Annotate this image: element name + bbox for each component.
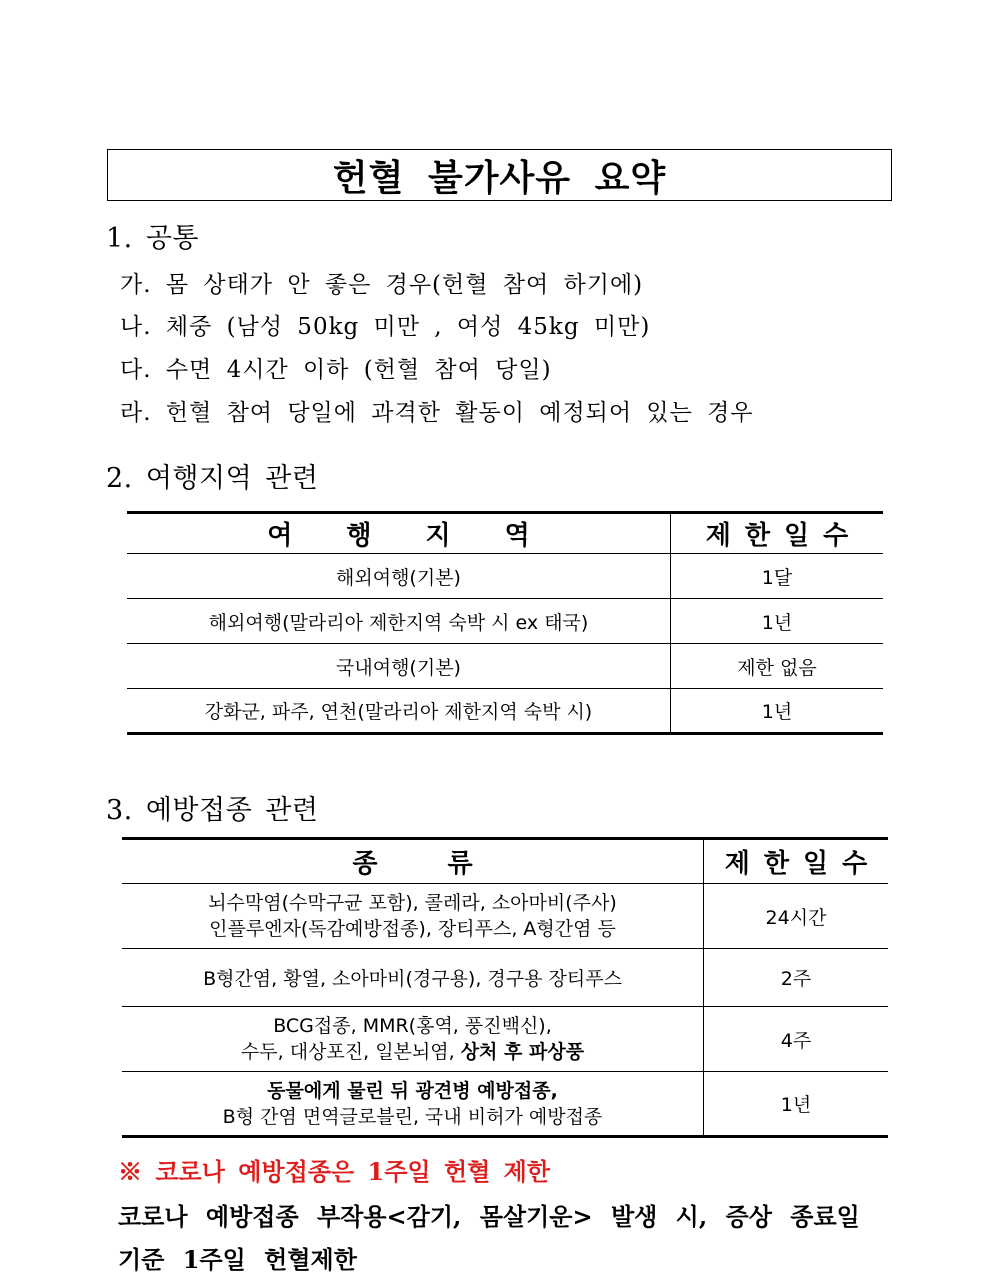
travel-limit-cell: 1달 bbox=[671, 554, 884, 599]
covid-warning-note: ※ 코로나 예방접종은 1주일 헌혈 제한 bbox=[118, 1157, 551, 1186]
vaccine-limit-cell: 2주 bbox=[704, 949, 889, 1007]
table-row bbox=[127, 689, 883, 734]
section-common-heading: 1. 공통 bbox=[106, 223, 200, 254]
vaccine-col-type bbox=[122, 839, 704, 884]
vaccine-type-emphasis: 동물에게 물린 뒤 광견병 예방접종, bbox=[267, 1079, 558, 1102]
common-item-ga: 가. 몸 상태가 안 좋은 경우(헌혈 참여 하기에) bbox=[120, 272, 644, 298]
covid-detail-line-1: 코로나 예방접종 부작용<감기, 몸살기운> 발생 시, 증상 종료일 bbox=[118, 1202, 860, 1231]
vaccine-type-line bbox=[122, 1039, 703, 1065]
travel-limit-cell: 제한 없음 bbox=[671, 644, 884, 689]
vaccine-col-limit-label: 제한일수 bbox=[724, 849, 882, 879]
vaccine-type-line: B형간염, 황열, 소아마비(경구용), 경구용 장티푸스 bbox=[203, 968, 622, 990]
travel-col-region bbox=[127, 513, 671, 554]
vaccine-type-cell bbox=[122, 1007, 704, 1072]
common-item-na: 나. 체중 (남성 50kg 미만 , 여성 45kg 미만) bbox=[120, 314, 651, 340]
table-row bbox=[122, 1007, 888, 1072]
page-title: 헌혈 불가사유 요약 bbox=[107, 149, 892, 201]
travel-region-cell: 해외여행(기본) bbox=[127, 554, 671, 599]
section-travel-heading: 2. 여행지역 관련 bbox=[106, 463, 319, 494]
table-row bbox=[127, 554, 883, 599]
vaccine-limit-cell: 4주 bbox=[704, 1007, 889, 1072]
section-vaccine-heading: 3. 예방접종 관련 bbox=[106, 795, 319, 826]
travel-col-limit-label: 제한일수 bbox=[705, 521, 863, 551]
vaccine-limit-cell: 24시간 bbox=[704, 884, 889, 949]
vaccine-type-emphasis: 상처 후 파상풍 bbox=[460, 1041, 585, 1063]
travel-col-region-label: 여행지역 bbox=[267, 521, 584, 551]
common-item-ra: 라. 헌혈 참여 당일에 과격한 활동이 예정되어 있는 경우 bbox=[120, 400, 754, 426]
table-row bbox=[127, 644, 883, 689]
table-row bbox=[122, 1072, 888, 1137]
vaccine-type-cell bbox=[122, 884, 704, 949]
travel-limit-cell: 1년 bbox=[671, 689, 884, 734]
vaccine-type-line: BCG접종, MMR(홍역, 풍진백신), bbox=[273, 1015, 552, 1037]
travel-col-limit bbox=[671, 513, 884, 554]
table-row bbox=[122, 884, 888, 949]
vaccine-type-cell bbox=[122, 949, 704, 1007]
vaccine-type-line: 뇌수막염(수막구균 포함), 콜레라, 소아마비(주사) bbox=[208, 892, 617, 914]
travel-region-cell: 국내여행(기본) bbox=[127, 644, 671, 689]
travel-region-cell: 해외여행(말라리아 제한지역 숙박 시 ex 태국) bbox=[127, 599, 671, 644]
vaccine-limit-cell: 1년 bbox=[704, 1072, 889, 1137]
vaccine-col-type-label: 종류 bbox=[352, 849, 543, 879]
vaccine-table bbox=[122, 837, 888, 1138]
table-row bbox=[122, 949, 888, 1007]
covid-detail-line-2: 기준 1주일 헌혈제한 bbox=[118, 1245, 357, 1274]
vaccine-type-line: 인플루엔자(독감예방접종), 장티푸스, A형간염 등 bbox=[209, 918, 616, 940]
travel-region-cell: 강화군, 파주, 연천(말라리아 제한지역 숙박 시) bbox=[127, 689, 671, 734]
travel-table bbox=[127, 511, 883, 735]
vaccine-col-limit bbox=[704, 839, 889, 884]
vaccine-type-line: B형 간염 면역글로블린, 국내 비허가 예방접종 bbox=[222, 1105, 603, 1128]
vaccine-type-text: 수두, 대상포진, 일본뇌염, bbox=[240, 1041, 461, 1063]
table-row bbox=[127, 599, 883, 644]
vaccine-type-cell bbox=[122, 1072, 704, 1137]
common-item-da: 다. 수면 4시간 이하 (헌혈 참여 당일) bbox=[120, 357, 552, 383]
travel-limit-cell: 1년 bbox=[671, 599, 884, 644]
